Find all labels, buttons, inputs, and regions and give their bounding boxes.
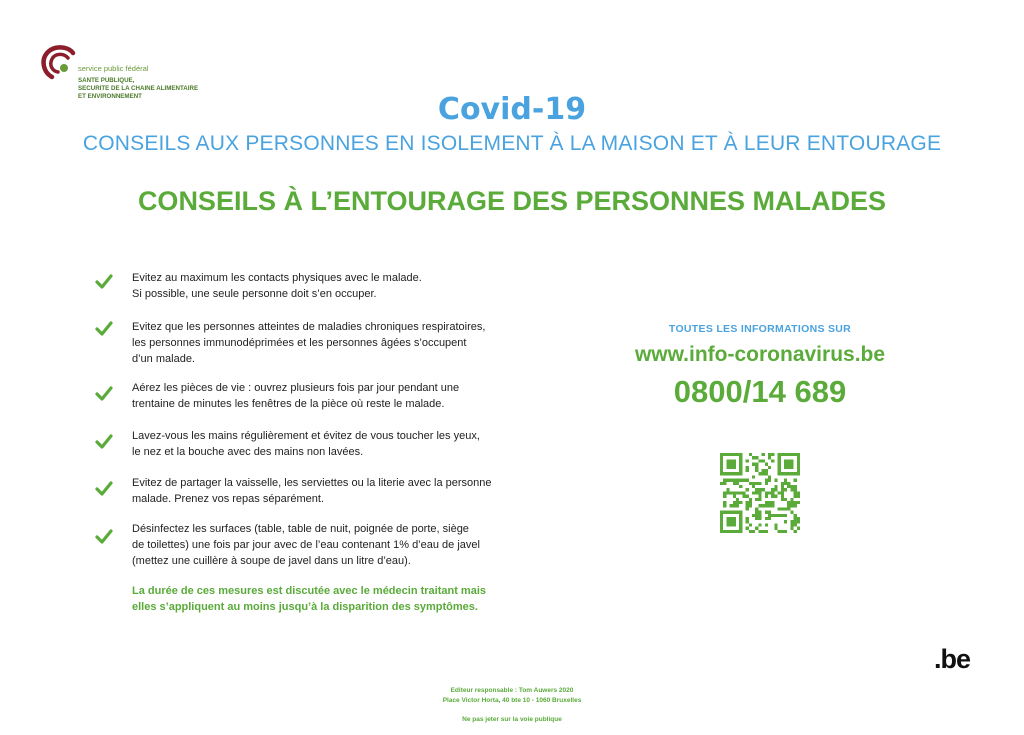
advice-line: Lavez-vous les mains régulièrement et évitez de vous toucher les yeux, bbox=[132, 430, 480, 442]
advice-line: de toilettes) une fois par jour avec de l’eau contenant 1% d’eau de javel bbox=[132, 539, 480, 551]
note-line: elles s’appliquent au moins jusqu’à la disparition des symptômes. bbox=[132, 601, 478, 613]
advice-line: Aérez les pièces de vie : ouvrez plusieurs fois par jour pendant une bbox=[132, 382, 460, 394]
duration-note bbox=[132, 583, 512, 615]
advice-text bbox=[132, 521, 512, 569]
advice-line: Désinfectez les surfaces (table, table de nuit, poignée de porte, siège bbox=[132, 523, 469, 535]
note-line: La durée de ces mesures est discutée avec le médecin traitant mais bbox=[132, 585, 487, 597]
logo-line-sante: SANTE PUBLIQUE, bbox=[78, 77, 135, 84]
logo-line-service: service public fédéral bbox=[78, 64, 149, 73]
info-phone-number[interactable]: 0800/14 689 bbox=[673, 374, 847, 409]
info-label: TOUTES LES INFORMATIONS SUR bbox=[668, 323, 852, 335]
advice-text bbox=[132, 319, 512, 367]
advice-line: le nez et la bouche avec des mains non lavées. bbox=[132, 446, 364, 458]
advice-text bbox=[132, 475, 512, 507]
advice-line: Evitez de partager la vaisselle, les serviettes ou la literie avec la personne bbox=[132, 477, 492, 489]
checkmark-icon bbox=[94, 432, 114, 452]
advice-line: (mettez une cuillère à soupe de javel dans un litre d’eau). bbox=[132, 555, 411, 567]
logo-line-securite: SECURITE DE LA CHAINE ALIMENTAIRE bbox=[78, 85, 199, 92]
footer-notice: Ne pas jeter sur la voie publique bbox=[462, 716, 562, 723]
qr-code-icon[interactable] bbox=[720, 453, 800, 533]
advice-line: Si possible, une seule personne doit s’en occuper. bbox=[132, 288, 377, 300]
advice-line: malade. Prenez vos repas séparément. bbox=[132, 493, 324, 505]
info-website-link[interactable]: www.info-coronavirus.be bbox=[634, 343, 886, 366]
checkmark-icon bbox=[94, 272, 114, 292]
advice-line: d’un malade. bbox=[132, 353, 195, 365]
be-logo: .be bbox=[934, 644, 971, 674]
section-title: CONSEILS À L’ENTOURAGE DES PERSONNES MALADES bbox=[137, 186, 887, 216]
advice-text bbox=[132, 380, 512, 412]
checkmark-icon bbox=[94, 319, 114, 339]
spf-swirl-icon bbox=[40, 44, 80, 84]
checkmark-icon bbox=[94, 479, 114, 499]
checkmark-icon bbox=[94, 384, 114, 404]
footer-editor: Editeur responsable : Tom Auwers 2020 bbox=[450, 687, 574, 694]
advice-line: Evitez au maximum les contacts physiques avec le malade. bbox=[132, 272, 422, 284]
page-subtitle: CONSEILS AUX PERSONNES EN ISOLEMENT À LA MAISON ET À LEUR ENTOURAGE bbox=[82, 132, 942, 155]
logo-line-environnement: ET ENVIRONNEMENT bbox=[78, 93, 142, 100]
advice-text bbox=[132, 428, 512, 460]
advice-line: les personnes immunodéprimées et les personnes âgées s’occupent bbox=[132, 337, 467, 349]
advice-line: Evitez que les personnes atteintes de maladies chroniques respiratoires, bbox=[132, 321, 486, 333]
advice-text bbox=[132, 270, 512, 302]
footer-address: Place Victor Horta, 40 bte 10 - 1060 Bruxelles bbox=[442, 697, 582, 704]
checkmark-icon bbox=[94, 527, 114, 547]
page-title: Covid-19 bbox=[437, 92, 587, 127]
advice-line: trentaine de minutes les fenêtres de la pièce où reste le malade. bbox=[132, 398, 445, 410]
